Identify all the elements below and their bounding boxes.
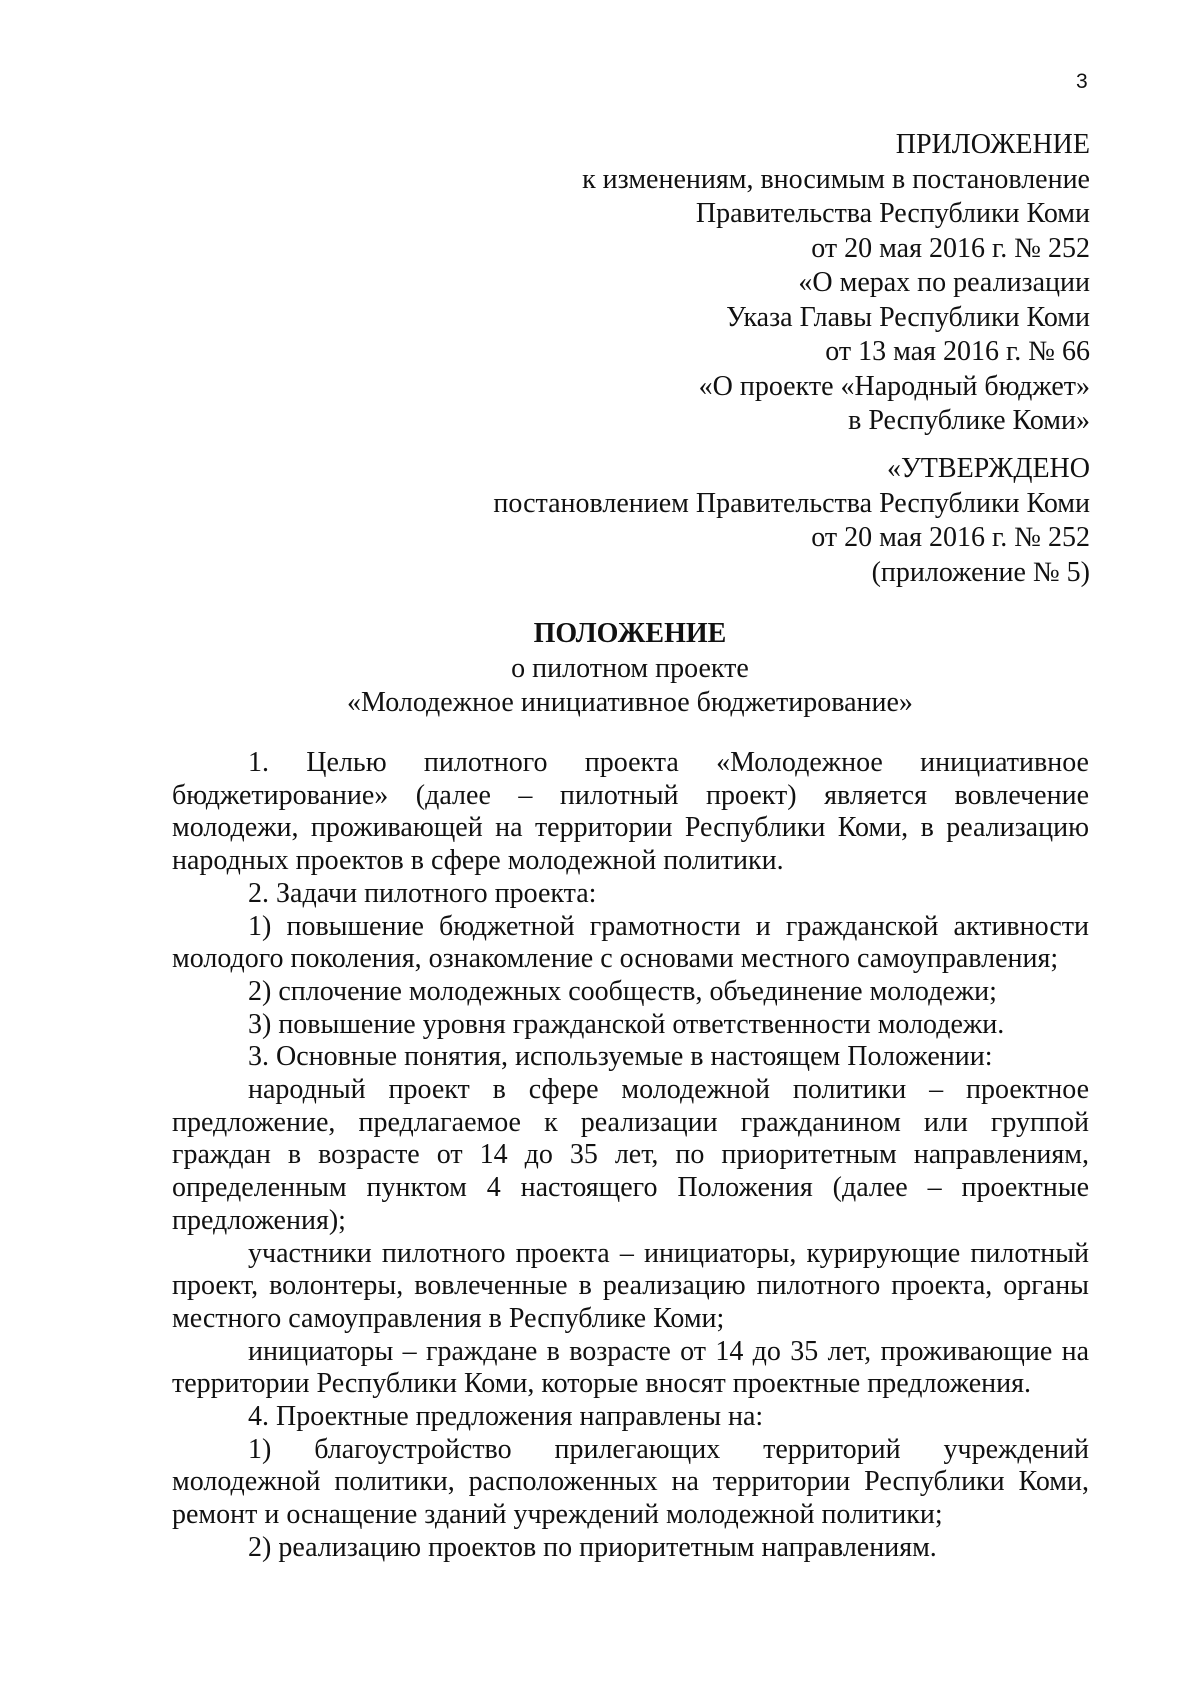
approval-line: от 20 мая 2016 г. № 252 [811, 522, 1090, 553]
appendix-line: к изменениям, вносимым в постановление [582, 163, 1090, 195]
document-body [172, 747, 1089, 1565]
document-subtitle: «Молодежное инициативное бюджетирование» [347, 687, 913, 718]
document-title [170, 617, 1090, 721]
approval-stamp [493, 452, 1090, 590]
paragraph: 1) повышение бюджетной грамотности и гражданской активности молодого поколения, ознакомление с основами местного самоуправления; [172, 910, 1089, 975]
appendix-line: «О мерах по реализации [798, 267, 1090, 298]
approval-line: (приложение № 5) [871, 556, 1090, 588]
paragraph: 3. Основные понятия, используемые в настоящем Положении: [248, 1041, 993, 1073]
page-number: 3 [1076, 70, 1088, 93]
appendix-line: «О проекте «Народный бюджет» [698, 370, 1090, 402]
approval-line: постановлением Правительства Республики Коми [493, 487, 1090, 519]
appendix-line: ПРИЛОЖЕНИЕ [895, 129, 1090, 160]
paragraph: инициаторы – граждане в возрасте от 14 до 35 лет, проживающие на территории Республики Коми, которые вносят проектные предложения. [172, 1335, 1089, 1400]
appendix-header [582, 128, 1090, 439]
paragraph: народный проект в сфере молодежной политики – проектное предложение, предлагаемое к реализации гражданином или группой граждан в возрасте от 14 до 35 лет, по приоритетным направлениям, определенным пунктом 4 настоящего Положения (далее – проектные предложения); [172, 1074, 1089, 1236]
paragraph: 1. Целью пилотного проекта «Молодежное инициативное бюджетирование» (далее – пилотный проект) является вовлечение молодежи, проживающей на территории Республики Коми, в реализацию народных проектов в сфере молодежной политики. [172, 747, 1089, 877]
approval-line: «УТВЕРЖДЕНО [886, 453, 1090, 484]
document-title-main: ПОЛОЖЕНИЕ [533, 618, 727, 649]
appendix-line: в Республике Коми» [848, 405, 1090, 436]
document-subtitle: о пилотном проекте [511, 652, 749, 684]
paragraph: 3) повышение уровня гражданской ответственности молодежи. [248, 1008, 1005, 1040]
paragraph: участники пилотного проекта – инициаторы, курирующие пилотный проект, волонтеры, вовлеченные в реализацию пилотного проекта, органы местного самоуправления в Республике Коми; [172, 1237, 1089, 1334]
paragraph: 1) благоустройство прилегающих территорий учреждений молодежной политики, расположенных на территории Республики Коми, ремонт и оснащение зданий учреждений молодежной политики; [172, 1433, 1089, 1531]
paragraph: 2) сплочение молодежных сообществ, объединение молодежи; [248, 975, 997, 1007]
appendix-line: от 20 мая 2016 г. № 252 [811, 232, 1090, 264]
appendix-line: от 13 мая 2016 г. № 66 [825, 336, 1090, 367]
paragraph: 2) реализацию проектов по приоритетным направлениям. [248, 1531, 937, 1563]
appendix-line: Правительства Республики Коми [695, 198, 1090, 229]
paragraph: 4. Проектные предложения направлены на: [248, 1401, 764, 1433]
appendix-line: Указа Главы Республики Коми [726, 301, 1090, 333]
paragraph: 2. Задачи пилотного проекта: [248, 877, 597, 909]
